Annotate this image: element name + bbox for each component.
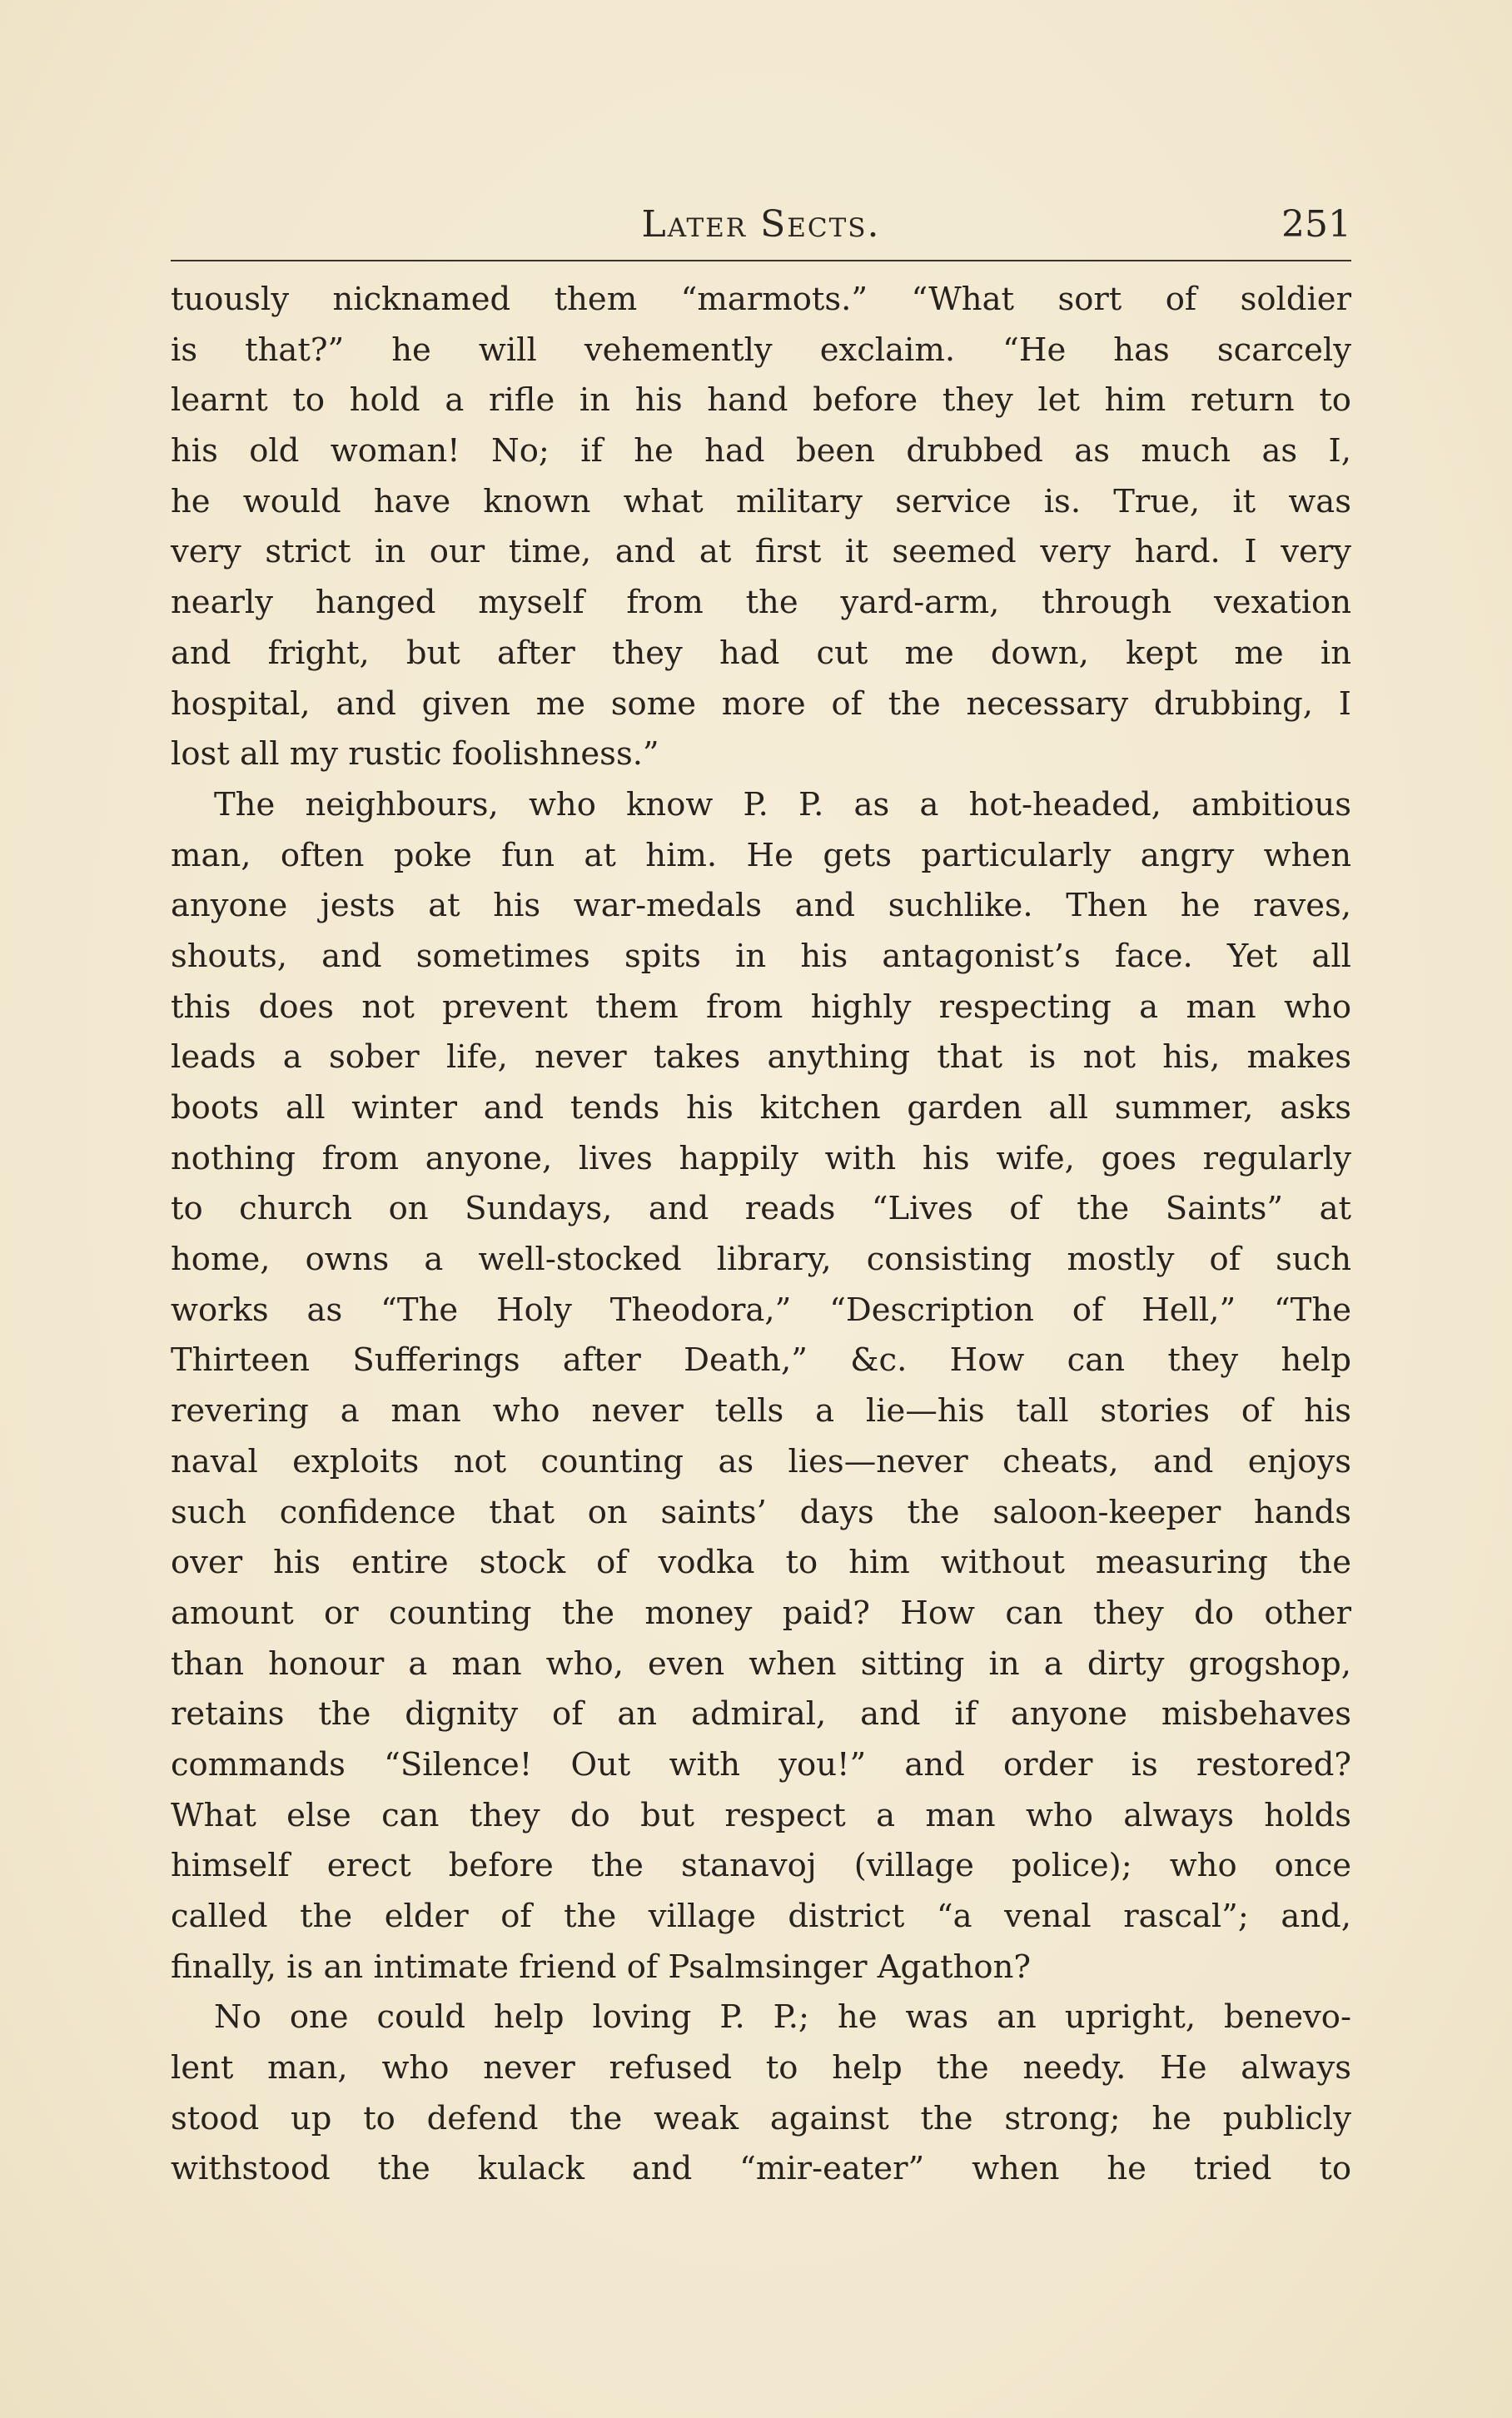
text-line: home, owns a well-stocked library, consisting mostly of such [171, 1241, 1351, 1279]
text-line: himself erect before the stanavoj (village police); who once [171, 1847, 1351, 1885]
text-line: leads a sober life, never takes anything that is not his, makes [171, 1038, 1351, 1077]
text-line: he would have known what military service is. True, it was [171, 482, 1351, 520]
text-line: retains the dignity of an admiral, and if anyone misbehaves [171, 1695, 1351, 1734]
text-line: called the elder of the village district “a venal rascal”; and, [171, 1898, 1351, 1935]
running-head [171, 193, 1351, 251]
text-line: What else can they do but respect a man who always holds [171, 1796, 1351, 1834]
text-line: finally, is an intimate friend of Psalmsinger Agathon? [171, 1948, 1032, 1986]
text-line: hospital, and given me some more of the necessary drubbing, I [171, 684, 1351, 723]
text-line: and fright, but after they had cut me down, kept me in [171, 634, 1351, 672]
text-line: such confidence that on saints’ days the saloon-keeper hands [171, 1493, 1351, 1531]
text-line: shouts, and sometimes spits in his antagonist’s face. Yet all [171, 937, 1351, 975]
text-line: works as “The Holy Theodora,” “Description of Hell,” “The [171, 1291, 1351, 1329]
text-line: than honour a man who, even when sitting in a dirty grogshop, [171, 1644, 1351, 1683]
text-line: Thirteen Sufferings after Death,” &c. How can they help [171, 1341, 1351, 1380]
text-line: withstood the kulack and “mir-eater” when he tried to [171, 2150, 1351, 2188]
text-line: nothing from anyone, lives happily with his wife, goes regularly [171, 1139, 1351, 1177]
text-line: is that?” he will vehemently exclaim. “He has scarcely [171, 331, 1351, 369]
header-rule [171, 260, 1351, 261]
page-number: 251 [1281, 203, 1351, 246]
text-line: man, often poke fun at him. He gets particularly angry when [171, 836, 1351, 874]
text-line: his old woman! No; if he had been drubbed as much as I, [171, 432, 1351, 470]
text-line: to church on Sundays, and reads “Lives of the Saints” at [171, 1190, 1351, 1228]
text-line: boots all winter and tends his kitchen garden all summer, asks [171, 1089, 1351, 1127]
text-line: commands “Silence! Out with you!” and order is restored? [171, 1745, 1351, 1784]
text-line: revering a man who never tells a lie—his tall stories of his [171, 1392, 1351, 1430]
text-line: tuously nicknamed them “marmots.” “What sort of soldier [171, 281, 1351, 318]
text-line: this does not prevent them from highly respecting a man who [171, 988, 1351, 1026]
text-line: The neighbours, who know P. P. as a hot-headed, ambitious [214, 785, 1351, 823]
body-text [171, 275, 1351, 2195]
text-line: No one could help loving P. P.; he was an upright, benevo- [214, 1998, 1351, 2037]
text-line: stood up to defend the weak against the strong; he publicly [171, 2099, 1351, 2137]
text-line: learnt to hold a rifle in his hand before they let him return to [171, 381, 1351, 420]
text-line: lost all my rustic foolishness.” [171, 735, 659, 774]
text-line: over his entire stock of vodka to him without measuring the [171, 1544, 1351, 1582]
text-line: nearly hanged myself from the yard-arm, through vexation [171, 584, 1351, 622]
text-line: very strict in our time, and at first it seemed very hard. I very [171, 533, 1351, 571]
text-line: lent man, who never refused to help the needy. He always [171, 2049, 1351, 2087]
running-title: Later Sects. [641, 203, 881, 246]
text-line: amount or counting the money paid? How can they do other [171, 1594, 1351, 1632]
text-line: naval exploits not counting as lies—never cheats, and enjoys [171, 1442, 1351, 1480]
text-line: anyone jests at his war-medals and suchlike. Then he raves, [171, 887, 1351, 925]
